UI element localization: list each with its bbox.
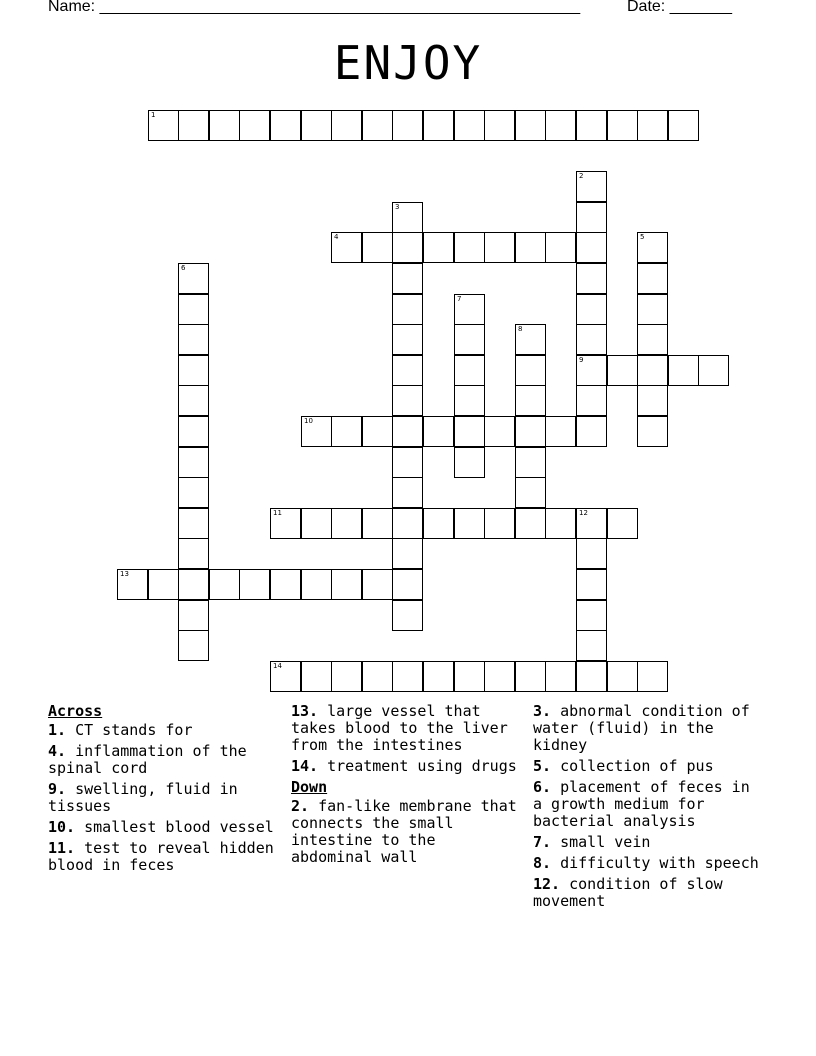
grid-cell[interactable] (178, 630, 209, 661)
grid-cell[interactable] (454, 324, 485, 355)
clue-item (533, 758, 765, 775)
grid-cell[interactable] (392, 600, 423, 631)
clue-text: difficulty with speech (551, 854, 759, 872)
grid-cell[interactable] (454, 447, 485, 478)
grid-cell[interactable] (515, 447, 546, 478)
grid-cell[interactable] (454, 661, 485, 692)
clue-number: 3. (533, 702, 552, 720)
grid-cell[interactable] (392, 569, 423, 600)
grid-cell[interactable] (484, 661, 515, 692)
grid-cell[interactable] (239, 569, 270, 600)
clue-text: test to reveal hidden blood in feces (48, 839, 274, 874)
grid-cell[interactable] (515, 508, 546, 539)
clue-item (533, 779, 765, 830)
grid-cell[interactable] (576, 110, 607, 141)
grid-cell[interactable] (178, 416, 209, 447)
puzzle-title: ENJOY (333, 36, 483, 90)
grid-cell[interactable] (392, 232, 423, 263)
grid-cell[interactable] (637, 294, 668, 325)
grid-cell[interactable] (423, 416, 454, 447)
clue-item (533, 703, 765, 754)
clue-item (48, 743, 278, 777)
clue-number: 11. (48, 839, 76, 857)
clue-number: 14. (291, 757, 319, 775)
grid-cell[interactable] (515, 416, 546, 447)
grid-cell[interactable] (454, 232, 485, 263)
grid-cell[interactable] (331, 416, 362, 447)
clue-item (533, 876, 765, 910)
grid-cell[interactable] (637, 355, 668, 386)
grid-cell[interactable] (576, 630, 607, 661)
clue-number: 9. (48, 780, 67, 798)
grid-cell[interactable] (392, 202, 423, 233)
grid-cell[interactable] (392, 294, 423, 325)
grid-cell[interactable] (178, 508, 209, 539)
grid-cell[interactable] (576, 569, 607, 600)
grid-cell[interactable] (392, 447, 423, 478)
grid-cell[interactable] (392, 538, 423, 569)
clue-number-label: 8 (518, 325, 523, 333)
grid-cell[interactable] (576, 661, 607, 692)
clue-number-label: 12 (579, 509, 588, 517)
clue-item (48, 840, 278, 874)
grid-cell[interactable] (515, 355, 546, 386)
grid-cell[interactable] (178, 385, 209, 416)
grid-cell[interactable] (392, 263, 423, 294)
grid-cell[interactable] (362, 508, 393, 539)
clue-text: placement of feces in a growth medium for bacterial analysis (533, 778, 750, 830)
grid-cell[interactable] (545, 232, 576, 263)
grid-cell[interactable] (178, 600, 209, 631)
grid-cell[interactable] (362, 416, 393, 447)
clue-text: fan-like membrane that connects the small intestine to the abdominal wall (291, 797, 517, 866)
grid-cell[interactable] (515, 477, 546, 508)
clue-item (533, 855, 765, 872)
grid-cell[interactable] (423, 110, 454, 141)
clue-number-label: 2 (579, 172, 584, 180)
grid-cell[interactable] (637, 110, 668, 141)
grid-cell[interactable] (270, 569, 301, 600)
grid-cell[interactable] (178, 263, 209, 294)
grid-cell[interactable] (484, 232, 515, 263)
grid-cell[interactable] (362, 110, 393, 141)
grid-cell[interactable] (515, 385, 546, 416)
grid-cell[interactable] (178, 569, 209, 600)
grid-cell[interactable] (392, 110, 423, 141)
grid-cell[interactable] (637, 661, 668, 692)
clue-text: inflammation of the spinal cord (48, 742, 247, 777)
clue-number: 5. (533, 757, 552, 775)
clue-number: 13. (291, 702, 319, 720)
grid-cell[interactable] (454, 416, 485, 447)
grid-cell[interactable] (362, 232, 393, 263)
grid-cell[interactable] (392, 324, 423, 355)
clue-item (48, 722, 278, 739)
clue-text: CT stands for (66, 721, 193, 739)
grid-cell[interactable] (637, 263, 668, 294)
grid-cell[interactable] (637, 416, 668, 447)
grid-cell[interactable] (270, 508, 301, 539)
clue-item (48, 781, 278, 815)
grid-cell[interactable] (545, 508, 576, 539)
grid-cell[interactable] (576, 263, 607, 294)
clue-number-label: 10 (304, 417, 313, 425)
name-field-label[interactable]: Name: ______________________________________________________ (48, 0, 581, 15)
clue-number: 4. (48, 742, 67, 760)
grid-cell[interactable] (515, 661, 546, 692)
grid-cell[interactable] (178, 538, 209, 569)
grid-cell[interactable] (576, 538, 607, 569)
grid-cell[interactable] (178, 355, 209, 386)
clue-item (533, 834, 765, 851)
grid-cell[interactable] (454, 110, 485, 141)
grid-cell[interactable] (423, 232, 454, 263)
clue-number-label: 7 (457, 295, 462, 303)
clue-text: condition of slow movement (533, 875, 723, 910)
grid-cell[interactable] (117, 569, 148, 600)
grid-cell[interactable] (607, 508, 638, 539)
grid-cell[interactable] (576, 232, 607, 263)
grid-cell[interactable] (607, 110, 638, 141)
clue-text: collection of pus (551, 757, 714, 775)
grid-cell[interactable] (637, 232, 668, 263)
clue-text: large vessel that takes blood to the liver from the intestines (291, 702, 508, 754)
grid-cell[interactable] (515, 232, 546, 263)
grid-cell[interactable] (515, 324, 546, 355)
grid-cell[interactable] (301, 110, 332, 141)
clue-number-label: 1 (151, 111, 156, 119)
clue-item (291, 703, 521, 754)
clue-number-label: 11 (273, 509, 282, 517)
grid-cell[interactable] (576, 508, 607, 539)
grid-cell[interactable] (239, 110, 270, 141)
grid-cell[interactable] (637, 324, 668, 355)
clue-text: abnormal condition of water (fluid) in the kidney (533, 702, 750, 754)
grid-cell[interactable] (209, 569, 240, 600)
grid-cell[interactable] (392, 355, 423, 386)
grid-cell[interactable] (576, 385, 607, 416)
grid-cell[interactable] (484, 508, 515, 539)
clue-number: 10. (48, 818, 76, 836)
clue-number-label: 3 (395, 203, 400, 211)
grid-cell[interactable] (484, 110, 515, 141)
grid-cell[interactable] (301, 508, 332, 539)
clue-number-label: 9 (579, 356, 584, 364)
clue-number-label: 6 (181, 264, 186, 272)
clue-item (291, 758, 521, 775)
grid-cell[interactable] (576, 600, 607, 631)
across-heading: Across (48, 702, 103, 720)
grid-cell[interactable] (178, 447, 209, 478)
grid-cell[interactable] (331, 661, 362, 692)
clue-text: treatment using drugs (318, 757, 517, 775)
grid-cell[interactable] (148, 110, 179, 141)
grid-cell[interactable] (545, 110, 576, 141)
grid-cell[interactable] (178, 110, 209, 141)
grid-cell[interactable] (423, 508, 454, 539)
grid-cell[interactable] (637, 385, 668, 416)
grid-cell[interactable] (576, 355, 607, 386)
clue-number-label: 4 (334, 233, 339, 241)
clue-item (48, 819, 278, 836)
grid-cell[interactable] (209, 110, 240, 141)
grid-cell[interactable] (423, 661, 454, 692)
grid-cell[interactable] (270, 661, 301, 692)
grid-cell[interactable] (607, 355, 638, 386)
grid-cell[interactable] (607, 661, 638, 692)
grid-cell[interactable] (576, 324, 607, 355)
grid-cell[interactable] (545, 661, 576, 692)
grid-cell[interactable] (454, 508, 485, 539)
grid-cell[interactable] (576, 202, 607, 233)
grid-cell[interactable] (515, 110, 546, 141)
clue-number-label: 5 (640, 233, 645, 241)
grid-cell[interactable] (362, 661, 393, 692)
grid-cell[interactable] (331, 110, 362, 141)
clue-number-label: 14 (273, 662, 282, 670)
grid-cell[interactable] (331, 569, 362, 600)
clue-number: 2. (291, 797, 310, 815)
clues-column-1 (48, 703, 278, 878)
date-field-label[interactable]: Date: _______ (627, 0, 732, 15)
grid-cell[interactable] (698, 355, 729, 386)
clue-text: swelling, fluid in tissues (48, 780, 238, 815)
grid-cell[interactable] (178, 324, 209, 355)
clue-text: small vein (551, 833, 651, 851)
grid-cell[interactable] (301, 661, 332, 692)
grid-cell[interactable] (545, 416, 576, 447)
grid-cell[interactable] (576, 416, 607, 447)
grid-cell[interactable] (362, 569, 393, 600)
clue-number: 8. (533, 854, 552, 872)
grid-cell[interactable] (668, 110, 699, 141)
grid-cell[interactable] (178, 294, 209, 325)
grid-cell[interactable] (392, 661, 423, 692)
down-heading: Down (291, 778, 328, 796)
grid-cell[interactable] (178, 477, 209, 508)
grid-cell[interactable] (576, 294, 607, 325)
clue-number: 12. (533, 875, 561, 893)
grid-cell[interactable] (148, 569, 179, 600)
grid-cell[interactable] (392, 416, 423, 447)
clue-number: 1. (48, 721, 67, 739)
clue-number-label: 13 (120, 570, 129, 578)
grid-cell[interactable] (270, 110, 301, 141)
grid-cell[interactable] (301, 569, 332, 600)
grid-cell[interactable] (454, 294, 485, 325)
clues-column-3 (533, 703, 765, 914)
clue-number: 7. (533, 833, 552, 851)
grid-cell[interactable] (392, 385, 423, 416)
grid-cell[interactable] (668, 355, 699, 386)
grid-cell[interactable] (392, 477, 423, 508)
grid-cell[interactable] (454, 355, 485, 386)
clue-item (291, 798, 521, 866)
clue-number: 6. (533, 778, 552, 796)
grid-cell[interactable] (331, 232, 362, 263)
grid-cell[interactable] (301, 416, 332, 447)
grid-cell[interactable] (484, 416, 515, 447)
grid-cell[interactable] (392, 508, 423, 539)
grid-cell[interactable] (576, 171, 607, 202)
grid-cell[interactable] (331, 508, 362, 539)
clues-column-2 (291, 703, 521, 870)
grid-cell[interactable] (454, 385, 485, 416)
clue-text: smallest blood vessel (75, 818, 274, 836)
